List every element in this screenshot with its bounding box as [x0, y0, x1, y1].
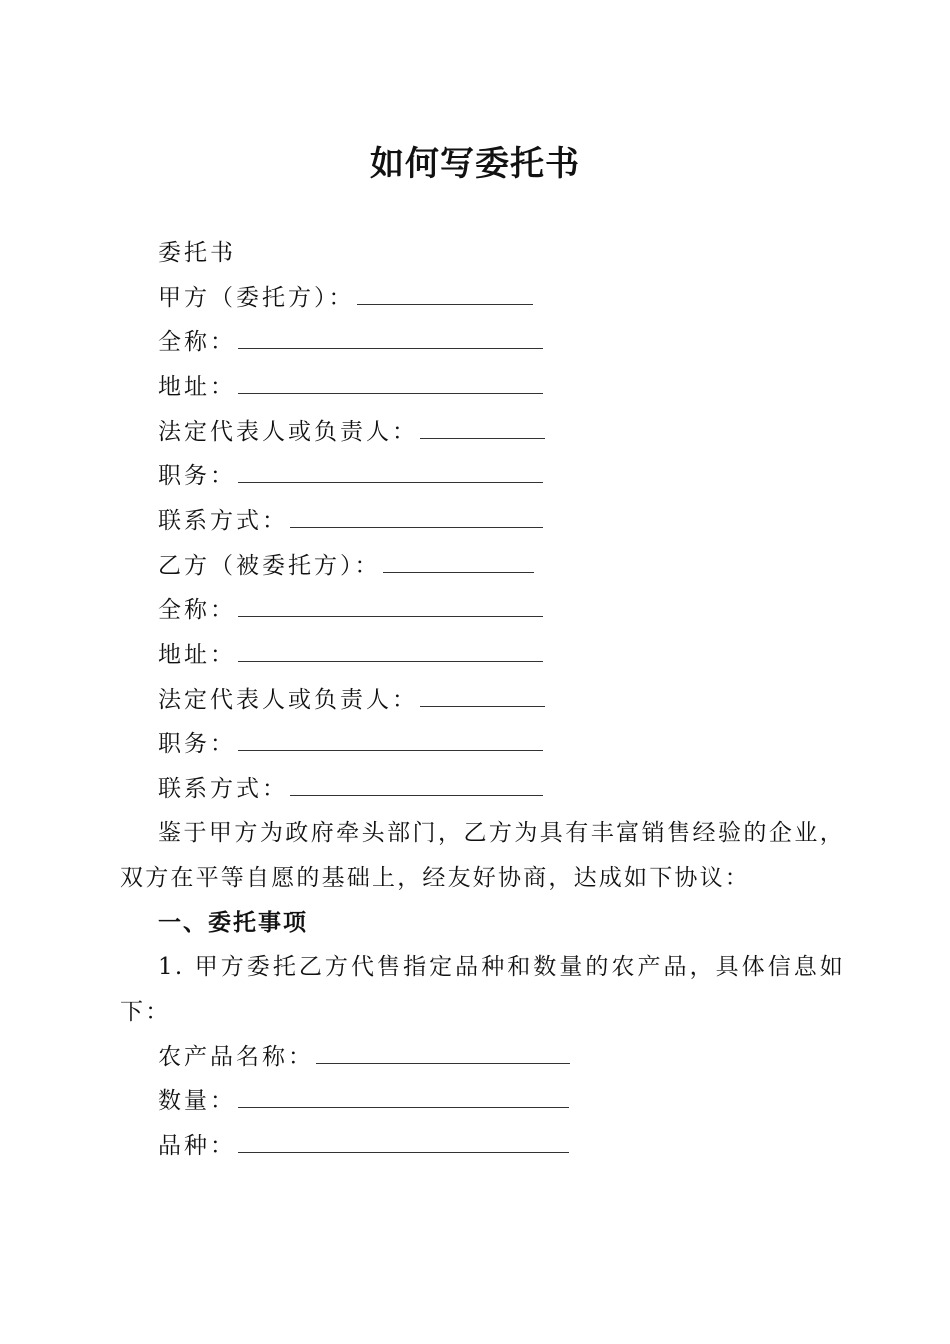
party-a-rep-blank[interactable]: [420, 418, 545, 439]
party-a-rep-label: 法定代表人或负责人：: [158, 419, 418, 445]
quantity-label: 数量：: [158, 1088, 236, 1114]
party-b-address-blank[interactable]: [238, 641, 543, 662]
party-b-blank[interactable]: [383, 552, 534, 573]
party-b-fullname-blank[interactable]: [238, 596, 543, 617]
party-a-label: 甲方（委托方）：: [158, 285, 355, 311]
party-b-address-label: 地址：: [158, 642, 236, 668]
party-b-label: 乙方（被委托方）：: [158, 553, 381, 579]
party-a-address-blank[interactable]: [238, 373, 543, 394]
quantity-blank[interactable]: [238, 1087, 569, 1108]
party-a-position-label: 职务：: [158, 463, 236, 489]
party-a-address-label: 地址：: [158, 374, 236, 400]
party-b-contact-label: 联系方式：: [158, 776, 288, 802]
party-a-fullname-row: [158, 327, 543, 357]
preamble-paragraph: 鉴于甲方为政府牵头部门，乙方为具有丰富销售经验的企业，双方在平等自愿的基础上，经友好协商，达成如下协议：: [120, 820, 845, 891]
party-a-contact-label: 联系方式：: [158, 508, 288, 534]
party-b-position-row: [158, 729, 543, 759]
doc-heading-label: 委托书: [158, 240, 236, 266]
party-b-position-blank[interactable]: [238, 730, 543, 751]
variety-label: 品种：: [158, 1133, 236, 1159]
party-a-rep-row: [158, 417, 545, 447]
party-b-fullname-row: [158, 595, 543, 625]
party-a-fullname-blank[interactable]: [238, 328, 543, 349]
variety-row: [158, 1131, 569, 1161]
product-name-label: 农产品名称：: [158, 1044, 314, 1070]
product-name-row: [158, 1042, 570, 1072]
quantity-row: [158, 1086, 569, 1116]
product-name-blank[interactable]: [316, 1043, 570, 1064]
party-b-row: [158, 551, 534, 581]
party-a-address-row: [158, 372, 543, 402]
party-b-contact-blank[interactable]: [290, 775, 543, 796]
section1-item1: 1. 甲方委托乙方代售指定品种和数量的农产品，具体信息如下：: [120, 954, 845, 1025]
party-a-fullname-label: 全称：: [158, 329, 236, 355]
party-a-contact-blank[interactable]: [290, 507, 543, 528]
party-b-rep-label: 法定代表人或负责人：: [158, 687, 418, 713]
variety-blank[interactable]: [238, 1132, 569, 1153]
party-b-contact-row: [158, 774, 543, 804]
party-a-blank[interactable]: [357, 284, 533, 305]
party-b-fullname-label: 全称：: [158, 597, 236, 623]
party-a-position-blank[interactable]: [238, 462, 543, 483]
section1-heading: 一、委托事项: [158, 910, 308, 936]
party-a-position-row: [158, 461, 543, 491]
document-title: 如何写委托书: [370, 144, 580, 184]
party-b-address-row: [158, 640, 543, 670]
party-b-position-label: 职务：: [158, 731, 236, 757]
party-a-row: [158, 283, 533, 313]
party-b-rep-blank[interactable]: [420, 686, 545, 707]
party-b-rep-row: [158, 685, 545, 715]
party-a-contact-row: [158, 506, 543, 536]
